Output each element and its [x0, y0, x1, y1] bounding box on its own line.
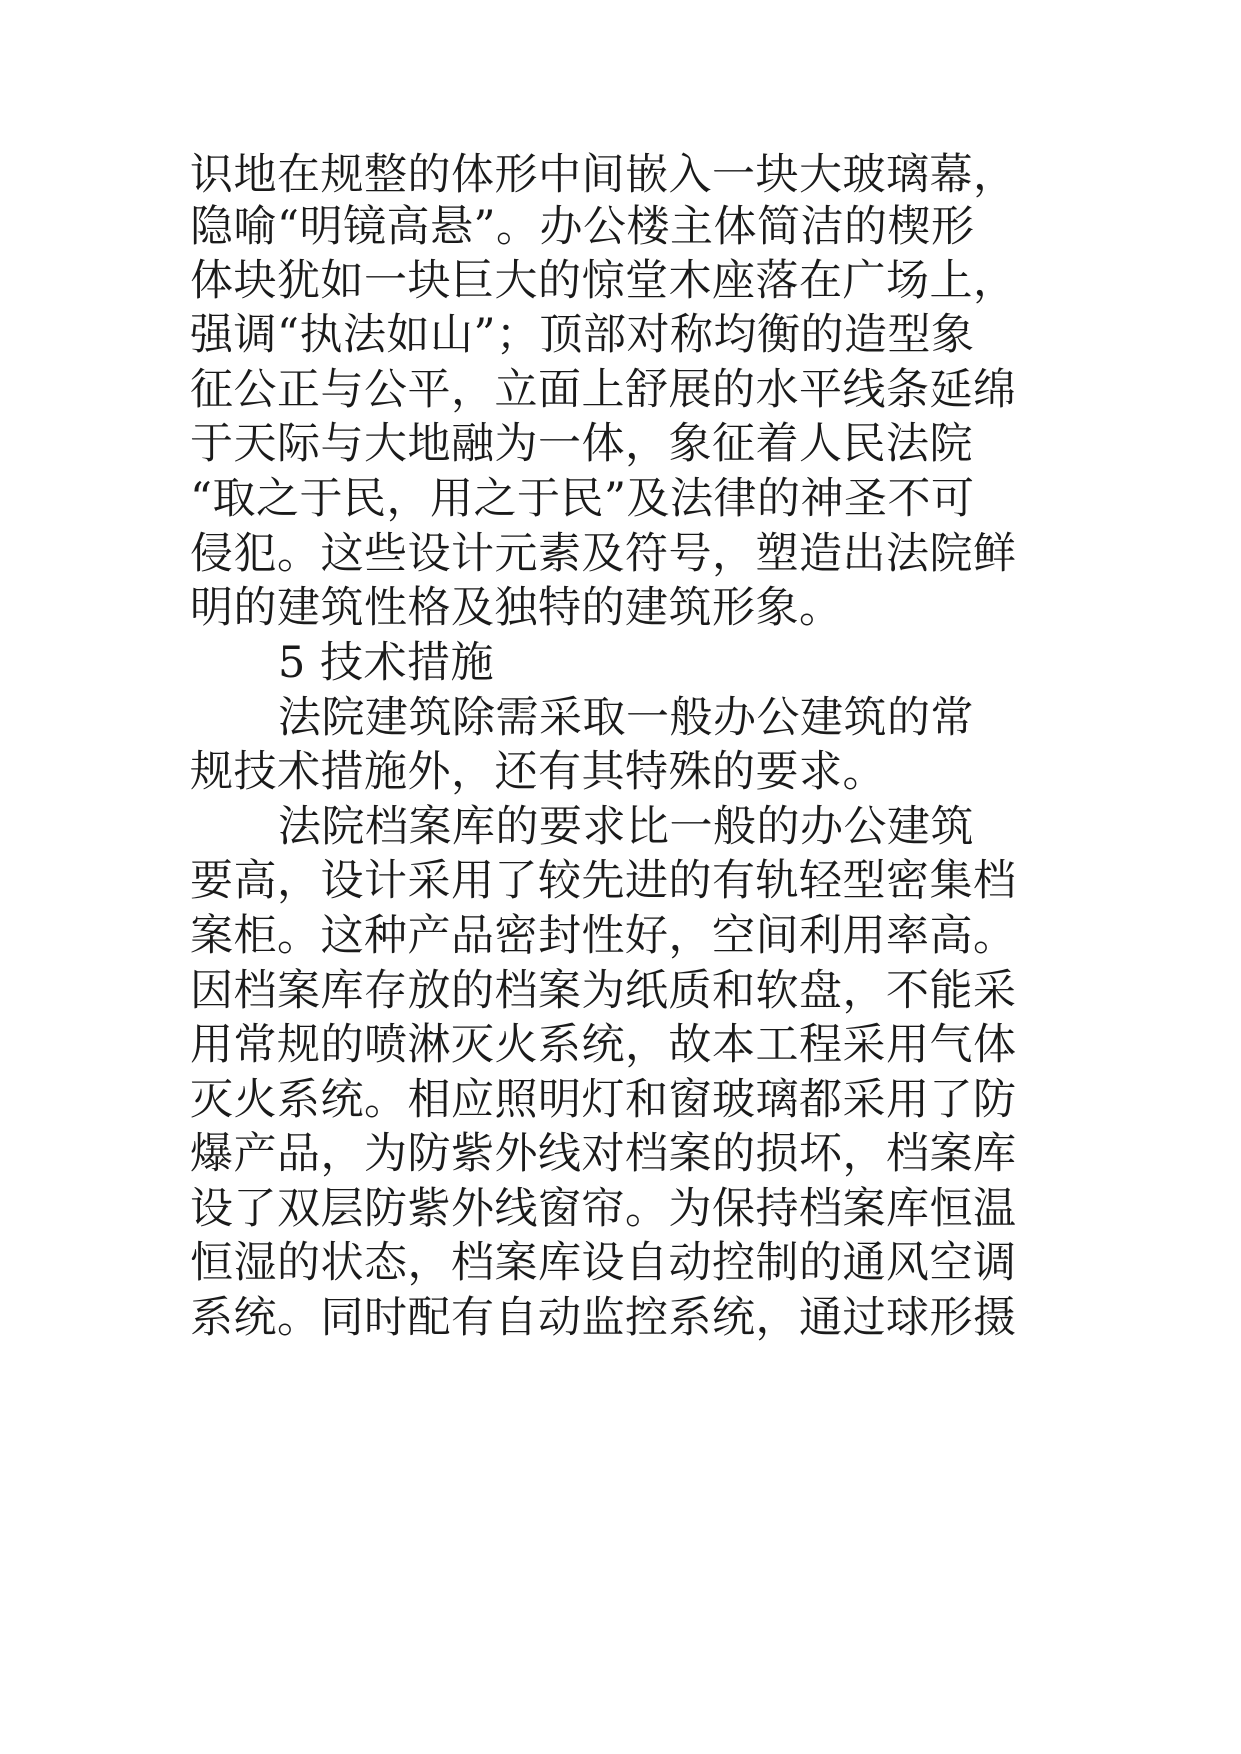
- text-line: 征公正与公平，立面上舒展的水平线条延绵: [190, 365, 1017, 415]
- text-line: 隐喻“明镜高悬”。办公楼主体简洁的楔形: [190, 202, 975, 252]
- section-heading: 5 技术措施: [278, 638, 495, 688]
- text-line: 灭火系统。相应照明灯和窗玻璃都采用了防: [190, 1075, 1017, 1125]
- text-line: 要高，设计采用了较先进的有轨轻型密集档: [190, 856, 1017, 906]
- text-line: 强调“执法如山”；顶部对称均衡的造型象: [190, 310, 975, 360]
- text-line: 系统。同时配有自动监控系统，通过球形摄: [190, 1293, 1017, 1343]
- text-line: “取之于民，用之于民”及法律的神圣不可: [190, 474, 975, 524]
- text-line: 因档案库存放的档案为纸质和软盘，不能采: [190, 966, 1017, 1016]
- text-line: 法院建筑除需采取一般办公建筑的常: [278, 693, 974, 743]
- text-line: 规技术措施外，还有其特殊的要求。: [190, 747, 886, 797]
- text-line: 识地在规整的体形中间嵌入一块大玻璃幕，: [190, 150, 1017, 200]
- text-line: 于天际与大地融为一体，象征着人民法院: [190, 419, 973, 469]
- text-line: 爆产品，为防紫外线对档案的损坏，档案库: [190, 1129, 1017, 1179]
- text-line: 侵犯。这些设计元素及符号，塑造出法院鲜: [190, 529, 1017, 579]
- text-line: 设了双层防紫外线窗帘。为保持档案库恒温: [190, 1184, 1017, 1234]
- text-line: 法院档案库的要求比一般的办公建筑: [278, 802, 974, 852]
- text-line: 案柜。这种产品密封性好，空间利用率高。: [190, 911, 1017, 961]
- text-line: 明的建筑性格及独特的建筑形象。: [190, 583, 843, 633]
- text-line: 恒湿的状态，档案库设自动控制的通风空调: [190, 1238, 1017, 1288]
- text-line: 体块犹如一块巨大的惊堂木座落在广场上，: [190, 256, 1017, 306]
- text-line: 用常规的喷淋灭火系统，故本工程采用气体: [190, 1020, 1017, 1070]
